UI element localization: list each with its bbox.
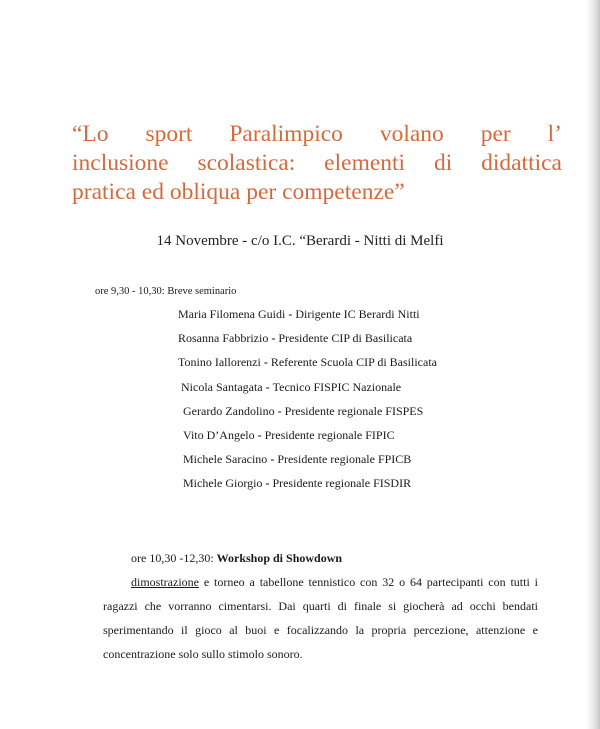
speaker-item <box>178 350 437 374</box>
speaker-name: Tonino Iallorenzi <box>178 355 261 370</box>
speaker-list <box>178 302 437 496</box>
title-line-1: “Lo sport Paralimpico volano per l’ <box>72 121 562 147</box>
speaker-separator: - <box>267 452 278 467</box>
speaker-role: Dirigente IC Berardi Nitti <box>295 307 420 321</box>
speaker-item <box>178 423 437 447</box>
speaker-item <box>178 326 437 350</box>
speaker-role: Presidente regionale FISPES <box>284 403 424 418</box>
speaker-name: Gerardo Zandolino <box>183 403 275 418</box>
speaker-separator: - <box>268 331 279 346</box>
workshop-desc-text: e torneo a tabellone tennistico con 32 o 64 partecipanti con tutti i ragazzi che vorranno cimentarsi. Dai quarti di finale si giocherà ad occhi bendati sperimentando il gioco al buoi e focalizzando la propria percezione, attenzione e concentrazione solo sullo stimolo sonoro. <box>103 575 538 661</box>
speaker-separator: - <box>262 476 273 491</box>
speaker-name: Rosanna Fabbrizio <box>178 331 269 346</box>
title-line-3: pratica ed obliqua per competenze” <box>72 179 405 205</box>
page-edge-shadow <box>586 0 600 729</box>
speaker-item <box>178 447 437 471</box>
speaker-name: Michele Giorgio <box>183 476 263 491</box>
title-line-2: inclusione scolastica: elementi di didattica <box>72 150 562 176</box>
speaker-item <box>178 399 437 423</box>
workshop-desc-underlined: dimostrazione <box>131 575 199 589</box>
speaker-item <box>178 302 437 326</box>
workshop-description <box>103 570 538 666</box>
speaker-name: Nicola Santagata <box>181 379 263 394</box>
speaker-name: Maria Filomena Guidi <box>178 307 286 321</box>
speaker-role: Presidente CIP di Basilicata <box>278 331 413 346</box>
speaker-separator: - <box>260 355 271 370</box>
speaker-item <box>178 375 437 399</box>
speaker-separator: - <box>274 403 285 418</box>
speaker-separator: - <box>254 427 265 442</box>
workshop-time-label: ore 10,30 -12,30: <box>131 551 217 565</box>
workshop-title: Workshop di Showdown <box>216 551 343 565</box>
event-date-location: 14 Novembre - c/o I.C. “Berardi - Nitti di Melfi <box>156 233 444 249</box>
speaker-separator: - <box>262 379 273 394</box>
document-title <box>72 120 562 207</box>
seminar-time-label: ore 9,30 - 10,30: Breve seminario <box>95 286 237 297</box>
speaker-item <box>178 471 437 495</box>
speaker-role: Presidente regionale FIPIC <box>264 427 395 442</box>
speaker-role: Presidente regionale FISDIR <box>272 476 412 491</box>
speaker-role: Presidente regionale FPICB <box>277 452 412 467</box>
speaker-name: Vito D’Angelo <box>183 427 255 442</box>
workshop-heading <box>131 551 342 566</box>
speaker-name: Michele Saracino <box>183 452 268 467</box>
speaker-separator: - <box>285 307 296 321</box>
speaker-role: Referente Scuola CIP di Basilicata <box>270 355 437 370</box>
speaker-role: Tecnico FISPIC Nazionale <box>272 379 402 394</box>
